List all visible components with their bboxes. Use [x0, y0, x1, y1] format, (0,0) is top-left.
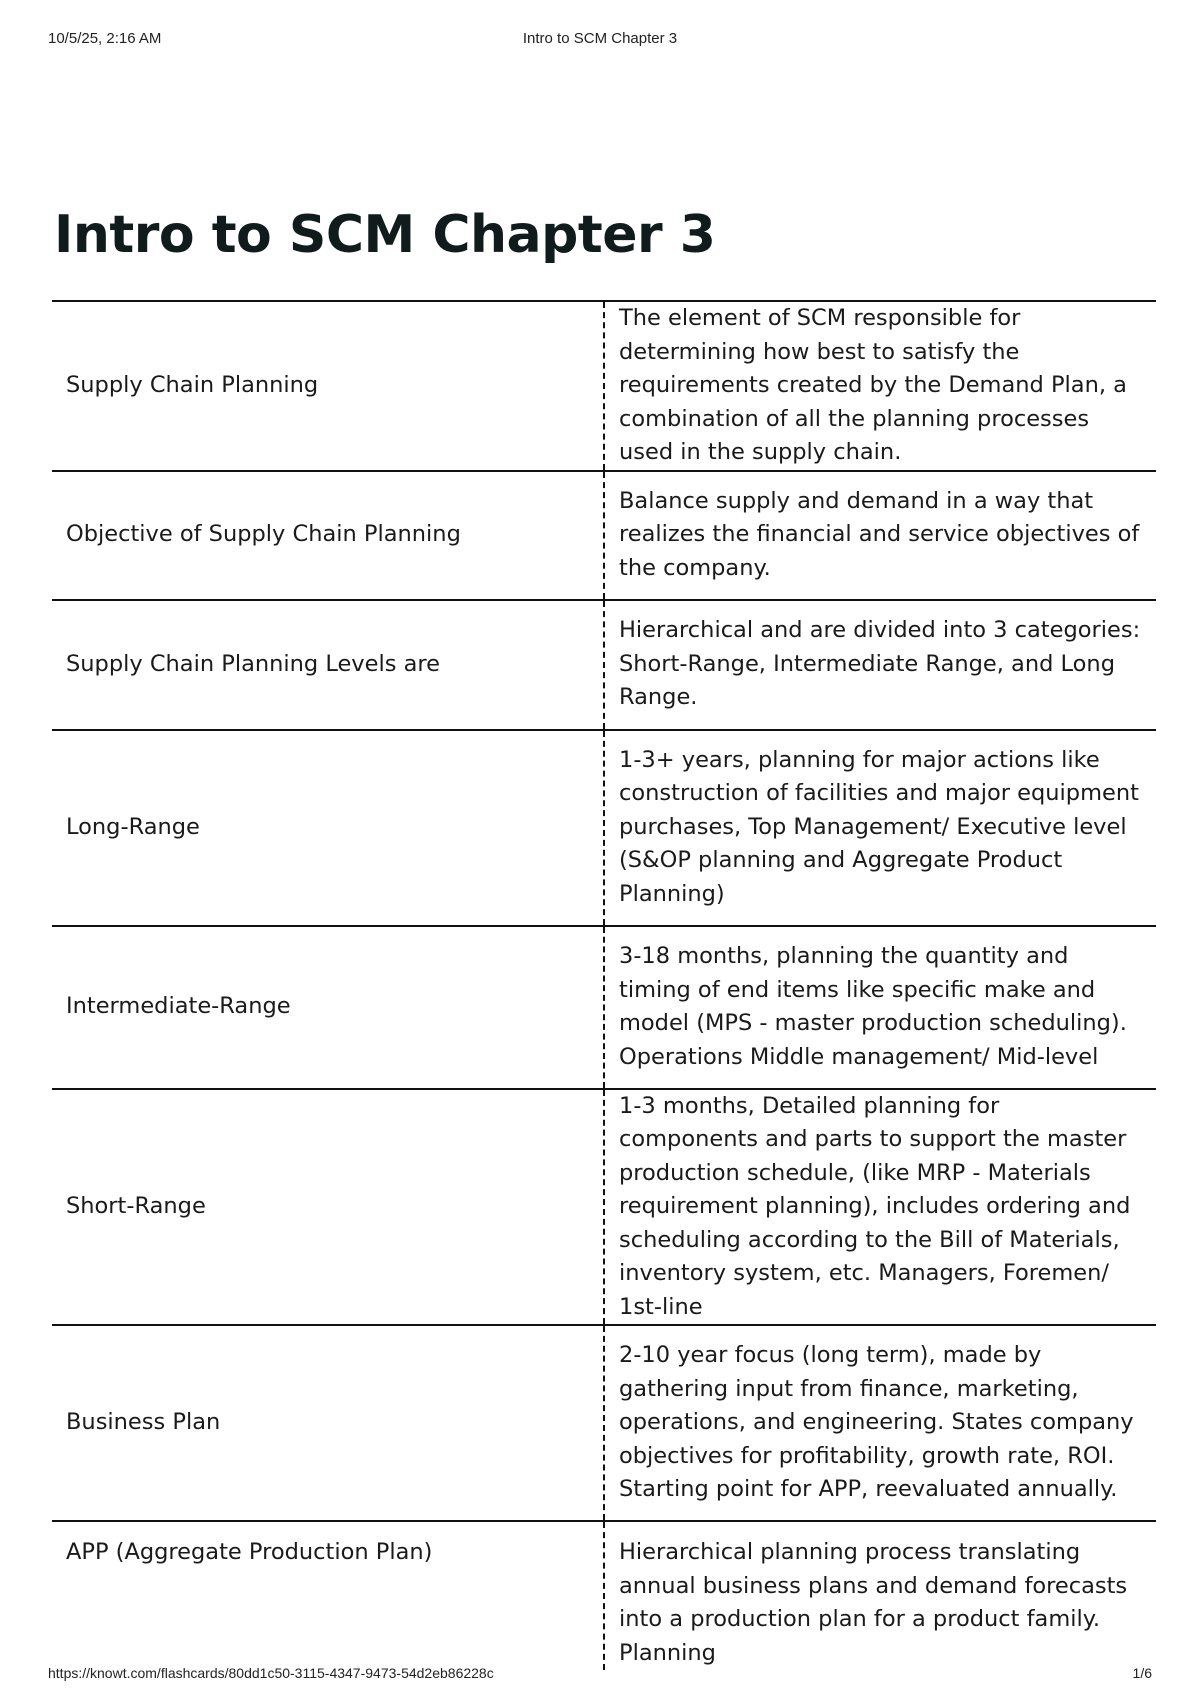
flashcard-definition: 1-3 months, Detailed planning for components and parts to support the master production schedule, (like MRP - Materials requirement planning), includes ordering and scheduling according to the Bill of Materials, inventory system, etc. Managers, Foremen/ 1st-line — [604, 1089, 1156, 1326]
flashcard-definition: Hierarchical and are divided into 3 categories: Short-Range, Intermediate Range, and Long Range. — [604, 600, 1156, 730]
flashcard-definition: 2-10 year focus (long term), made by gathering input from finance, marketing, operations, and engineering. States company objectives for profitability, growth rate, ROI. Starting point for APP, reevaluated annually. — [604, 1325, 1156, 1521]
document-title: Intro to SCM Chapter 3 — [54, 205, 716, 265]
flashcard-definition: Balance supply and demand in a way that realizes the financial and service objectives of the company. — [604, 471, 1156, 600]
flashcard-definition: 1-3+ years, planning for major actions like construction of facilities and major equipment purchases, Top Management/ Executive level (S&OP planning and Aggregate Product Planning) — [604, 730, 1156, 926]
flashcard-definition: 3-18 months, planning the quantity and timing of end items like specific make and model (MPS - master production scheduling). Operations Middle management/ Mid-level — [604, 926, 1156, 1089]
print-page-title: Intro to SCM Chapter 3 — [522, 30, 678, 47]
flashcard-table — [52, 300, 1156, 1670]
flashcard-definition: The element of SCM responsible for determining how best to satisfy the requirements created by the Demand Plan, a combination of all the planning processes used in the supply chain. — [604, 301, 1156, 471]
flashcard-term: Intermediate-Range — [66, 993, 291, 1020]
flashcard-row — [52, 730, 1156, 926]
print-footer — [48, 1665, 1152, 1685]
flashcard-term: Supply Chain Planning — [66, 372, 319, 398]
flashcard-term: Long-Range — [66, 813, 200, 840]
flashcard-term: Short-Range — [66, 1193, 206, 1219]
flashcard-row — [52, 600, 1156, 730]
flashcard-row — [52, 301, 1156, 471]
source-url: https://knowt.com/flashcards/80dd1c50-3115-4347-9473-54d2eb86228c — [48, 1665, 494, 1681]
flashcard-row — [52, 471, 1156, 600]
flashcard-term: APP (Aggregate Production Plan) — [66, 1539, 433, 1565]
flashcard-term: Objective of Supply Chain Planning — [66, 521, 461, 548]
flashcard-definition: Hierarchical planning process translating annual business plans and demand forecasts into a production plan for a product family. Planning — [604, 1521, 1156, 1670]
print-header — [48, 30, 1152, 50]
flashcard-row — [52, 1325, 1156, 1521]
flashcard-row — [52, 926, 1156, 1089]
flashcard-row — [52, 1089, 1156, 1326]
flashcard-term: Supply Chain Planning Levels are — [66, 650, 440, 677]
flashcard-row — [52, 1521, 1156, 1670]
flashcard-term: Business Plan — [66, 1409, 221, 1436]
print-datetime: 10/5/25, 2:16 AM — [48, 30, 162, 47]
page-number: 1/6 — [1132, 1665, 1152, 1681]
